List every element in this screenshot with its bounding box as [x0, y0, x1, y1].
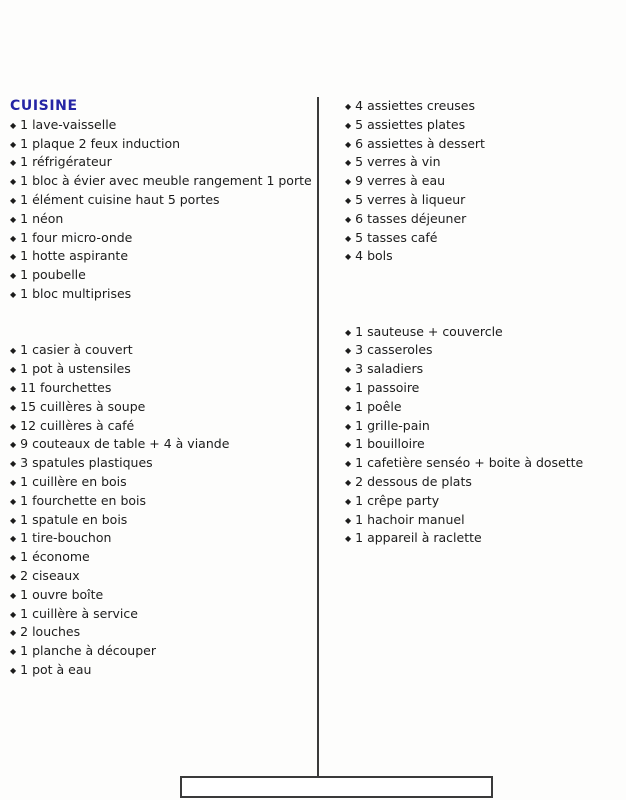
list-item — [345, 529, 620, 548]
list-item — [345, 97, 620, 116]
item-text: 1 fourchette en bois — [20, 492, 147, 508]
diamond-bullet-icon: ◆ — [345, 327, 352, 337]
diamond-bullet-icon: ◆ — [345, 496, 352, 506]
diamond-bullet-icon: ◆ — [345, 346, 352, 356]
diamond-bullet-icon: ◆ — [10, 177, 17, 187]
item-text: 1 ouvre boîte — [20, 586, 104, 602]
item-text: 1 grille-pain — [355, 417, 430, 433]
list-item — [345, 153, 620, 172]
list-item — [345, 341, 620, 360]
diamond-bullet-icon: ◆ — [10, 195, 17, 205]
item-text: 5 assiettes plates — [355, 116, 466, 132]
list-item — [345, 172, 620, 191]
column-divider-line — [317, 97, 319, 777]
list-item — [345, 454, 620, 473]
item-text: 15 cuillères à soupe — [20, 398, 146, 414]
list-item — [345, 492, 620, 511]
item-text: 1 sauteuse + couvercle — [355, 323, 503, 339]
list-item — [345, 511, 620, 530]
list-item — [10, 642, 310, 661]
list-item — [10, 153, 310, 172]
diamond-bullet-icon: ◆ — [10, 233, 17, 243]
diamond-bullet-icon: ◆ — [10, 214, 17, 224]
diamond-bullet-icon: ◆ — [345, 177, 352, 187]
item-text: 1 hotte aspirante — [20, 248, 129, 264]
footer-box — [180, 776, 493, 798]
list-item — [10, 379, 310, 398]
item-text: 1 cuillère à service — [20, 605, 138, 621]
diamond-bullet-icon: ◆ — [345, 233, 352, 243]
item-text: 3 spatules plastiques — [20, 455, 153, 471]
item-text: 2 ciseaux — [20, 567, 80, 583]
list-item — [345, 417, 620, 436]
list-item — [345, 398, 620, 417]
item-text: 1 hachoir manuel — [355, 511, 465, 527]
list-item — [10, 191, 310, 210]
diamond-bullet-icon: ◆ — [345, 195, 352, 205]
diamond-bullet-icon: ◆ — [345, 459, 352, 469]
list-item — [345, 435, 620, 454]
cookware-list — [345, 323, 620, 549]
diamond-bullet-icon: ◆ — [10, 553, 17, 563]
item-text: 1 élément cuisine haut 5 portes — [20, 191, 220, 207]
item-text: 1 passoire — [355, 379, 420, 395]
list-item — [10, 567, 310, 586]
list-item — [10, 661, 310, 680]
diamond-bullet-icon: ◆ — [10, 590, 17, 600]
list-item — [10, 247, 310, 266]
diamond-bullet-icon: ◆ — [345, 477, 352, 487]
item-text: 9 verres à eau — [355, 173, 446, 189]
list-item — [345, 210, 620, 229]
diamond-bullet-icon: ◆ — [10, 139, 17, 149]
diamond-bullet-icon: ◆ — [10, 459, 17, 469]
item-text: 6 tasses déjeuner — [355, 210, 467, 226]
list-item — [10, 529, 310, 548]
diamond-bullet-icon: ◆ — [10, 440, 17, 450]
list-item — [345, 116, 620, 135]
diamond-bullet-icon: ◆ — [345, 402, 352, 412]
item-text: 1 cafetière senséo + boite à dosette — [355, 455, 584, 471]
diamond-bullet-icon: ◆ — [345, 365, 352, 375]
item-text: 6 assiettes à dessert — [355, 135, 485, 151]
diamond-bullet-icon: ◆ — [10, 665, 17, 675]
diamond-bullet-icon: ◆ — [10, 402, 17, 412]
diamond-bullet-icon: ◆ — [10, 534, 17, 544]
diamond-bullet-icon: ◆ — [10, 271, 17, 281]
list-item — [345, 229, 620, 248]
diamond-bullet-icon: ◆ — [10, 365, 17, 375]
item-text: 2 louches — [20, 624, 81, 640]
list-item — [345, 323, 620, 342]
list-item — [345, 473, 620, 492]
page-title: CUISINE — [10, 98, 78, 114]
list-item — [345, 135, 620, 154]
diamond-bullet-icon: ◆ — [10, 252, 17, 262]
list-item — [10, 473, 310, 492]
diamond-bullet-icon: ◆ — [10, 120, 17, 130]
block-gap — [345, 266, 620, 322]
diamond-bullet-icon: ◆ — [10, 158, 17, 168]
list-item — [10, 417, 310, 436]
diamond-bullet-icon: ◆ — [345, 534, 352, 544]
item-text: 1 cuillère en bois — [20, 473, 127, 489]
utensils-list — [10, 341, 310, 679]
list-item — [345, 247, 620, 266]
item-text: 4 bols — [355, 248, 393, 264]
diamond-bullet-icon: ◆ — [10, 609, 17, 619]
appliances-list — [10, 116, 310, 304]
item-text: 1 four micro-onde — [20, 229, 133, 245]
list-item — [10, 229, 310, 248]
item-text: 1 néon — [20, 210, 64, 226]
item-text: 1 tire-bouchon — [20, 530, 112, 546]
diamond-bullet-icon: ◆ — [10, 496, 17, 506]
item-text: 1 économe — [20, 549, 90, 565]
list-item — [10, 548, 310, 567]
left-column — [10, 97, 310, 680]
item-text: 2 dessous de plats — [355, 473, 472, 489]
diamond-bullet-icon: ◆ — [345, 102, 352, 111]
list-item — [10, 266, 310, 285]
diamond-bullet-icon: ◆ — [10, 571, 17, 581]
diamond-bullet-icon: ◆ — [345, 421, 352, 431]
item-text: 3 casseroles — [355, 342, 433, 358]
list-item — [10, 116, 310, 135]
block-gap — [10, 304, 310, 342]
list-item — [345, 360, 620, 379]
item-text: 5 verres à liqueur — [355, 191, 466, 207]
item-text: 12 cuillères à café — [20, 417, 135, 433]
diamond-bullet-icon: ◆ — [345, 383, 352, 393]
diamond-bullet-icon: ◆ — [10, 628, 17, 638]
item-text: 1 plaque 2 feux induction — [20, 135, 181, 151]
diamond-bullet-icon: ◆ — [10, 477, 17, 487]
diamond-bullet-icon: ◆ — [10, 515, 17, 525]
diamond-bullet-icon: ◆ — [345, 515, 352, 525]
item-text: 1 planche à découper — [20, 643, 156, 659]
list-item — [10, 210, 310, 229]
list-item — [10, 586, 310, 605]
item-text: 1 pot à ustensiles — [20, 361, 131, 377]
list-item — [10, 623, 310, 642]
list-item — [345, 191, 620, 210]
item-text: 9 couteaux de table + 4 à viande — [20, 436, 230, 452]
item-text: 1 bloc multiprises — [20, 285, 132, 301]
diamond-bullet-icon: ◆ — [345, 214, 352, 224]
diamond-bullet-icon: ◆ — [345, 139, 352, 149]
diamond-bullet-icon: ◆ — [345, 440, 352, 450]
diamond-bullet-icon: ◆ — [345, 120, 352, 130]
item-text: 1 poubelle — [20, 267, 86, 283]
item-text: 5 verres à vin — [355, 154, 441, 170]
item-text: 1 bouilloire — [355, 436, 425, 452]
list-item — [345, 379, 620, 398]
tableware-list — [345, 97, 620, 266]
list-item — [10, 492, 310, 511]
item-text: 3 saladiers — [355, 361, 424, 377]
diamond-bullet-icon: ◆ — [10, 383, 17, 393]
right-column — [345, 97, 620, 548]
item-text: 1 bloc à évier avec meuble rangement 1 porte — [20, 173, 312, 189]
list-item — [10, 172, 310, 191]
list-item — [10, 135, 310, 154]
diamond-bullet-icon: ◆ — [10, 346, 17, 356]
list-item — [10, 605, 310, 624]
item-text: 5 tasses café — [355, 229, 438, 245]
diamond-bullet-icon: ◆ — [10, 647, 17, 657]
item-text: 1 pot à eau — [20, 661, 92, 677]
diamond-bullet-icon: ◆ — [10, 421, 17, 431]
list-item — [10, 454, 310, 473]
item-text: 1 crêpe party — [355, 492, 440, 508]
diamond-bullet-icon: ◆ — [10, 289, 17, 299]
list-item — [10, 398, 310, 417]
item-text: 1 casier à couvert — [20, 342, 133, 358]
item-text: 1 réfrigérateur — [20, 154, 112, 170]
diamond-bullet-icon: ◆ — [345, 158, 352, 168]
list-item — [10, 435, 310, 454]
item-text: 1 spatule en bois — [20, 511, 128, 527]
item-text: 1 poêle — [355, 398, 402, 414]
item-text: 1 appareil à raclette — [355, 530, 482, 546]
list-item — [10, 511, 310, 530]
item-text: 1 lave-vaisselle — [20, 116, 117, 132]
item-text: 11 fourchettes — [20, 379, 112, 395]
diamond-bullet-icon: ◆ — [345, 252, 352, 262]
item-text: 4 assiettes creuses — [355, 98, 475, 113]
list-item — [10, 360, 310, 379]
list-item — [10, 341, 310, 360]
list-item — [10, 285, 310, 304]
